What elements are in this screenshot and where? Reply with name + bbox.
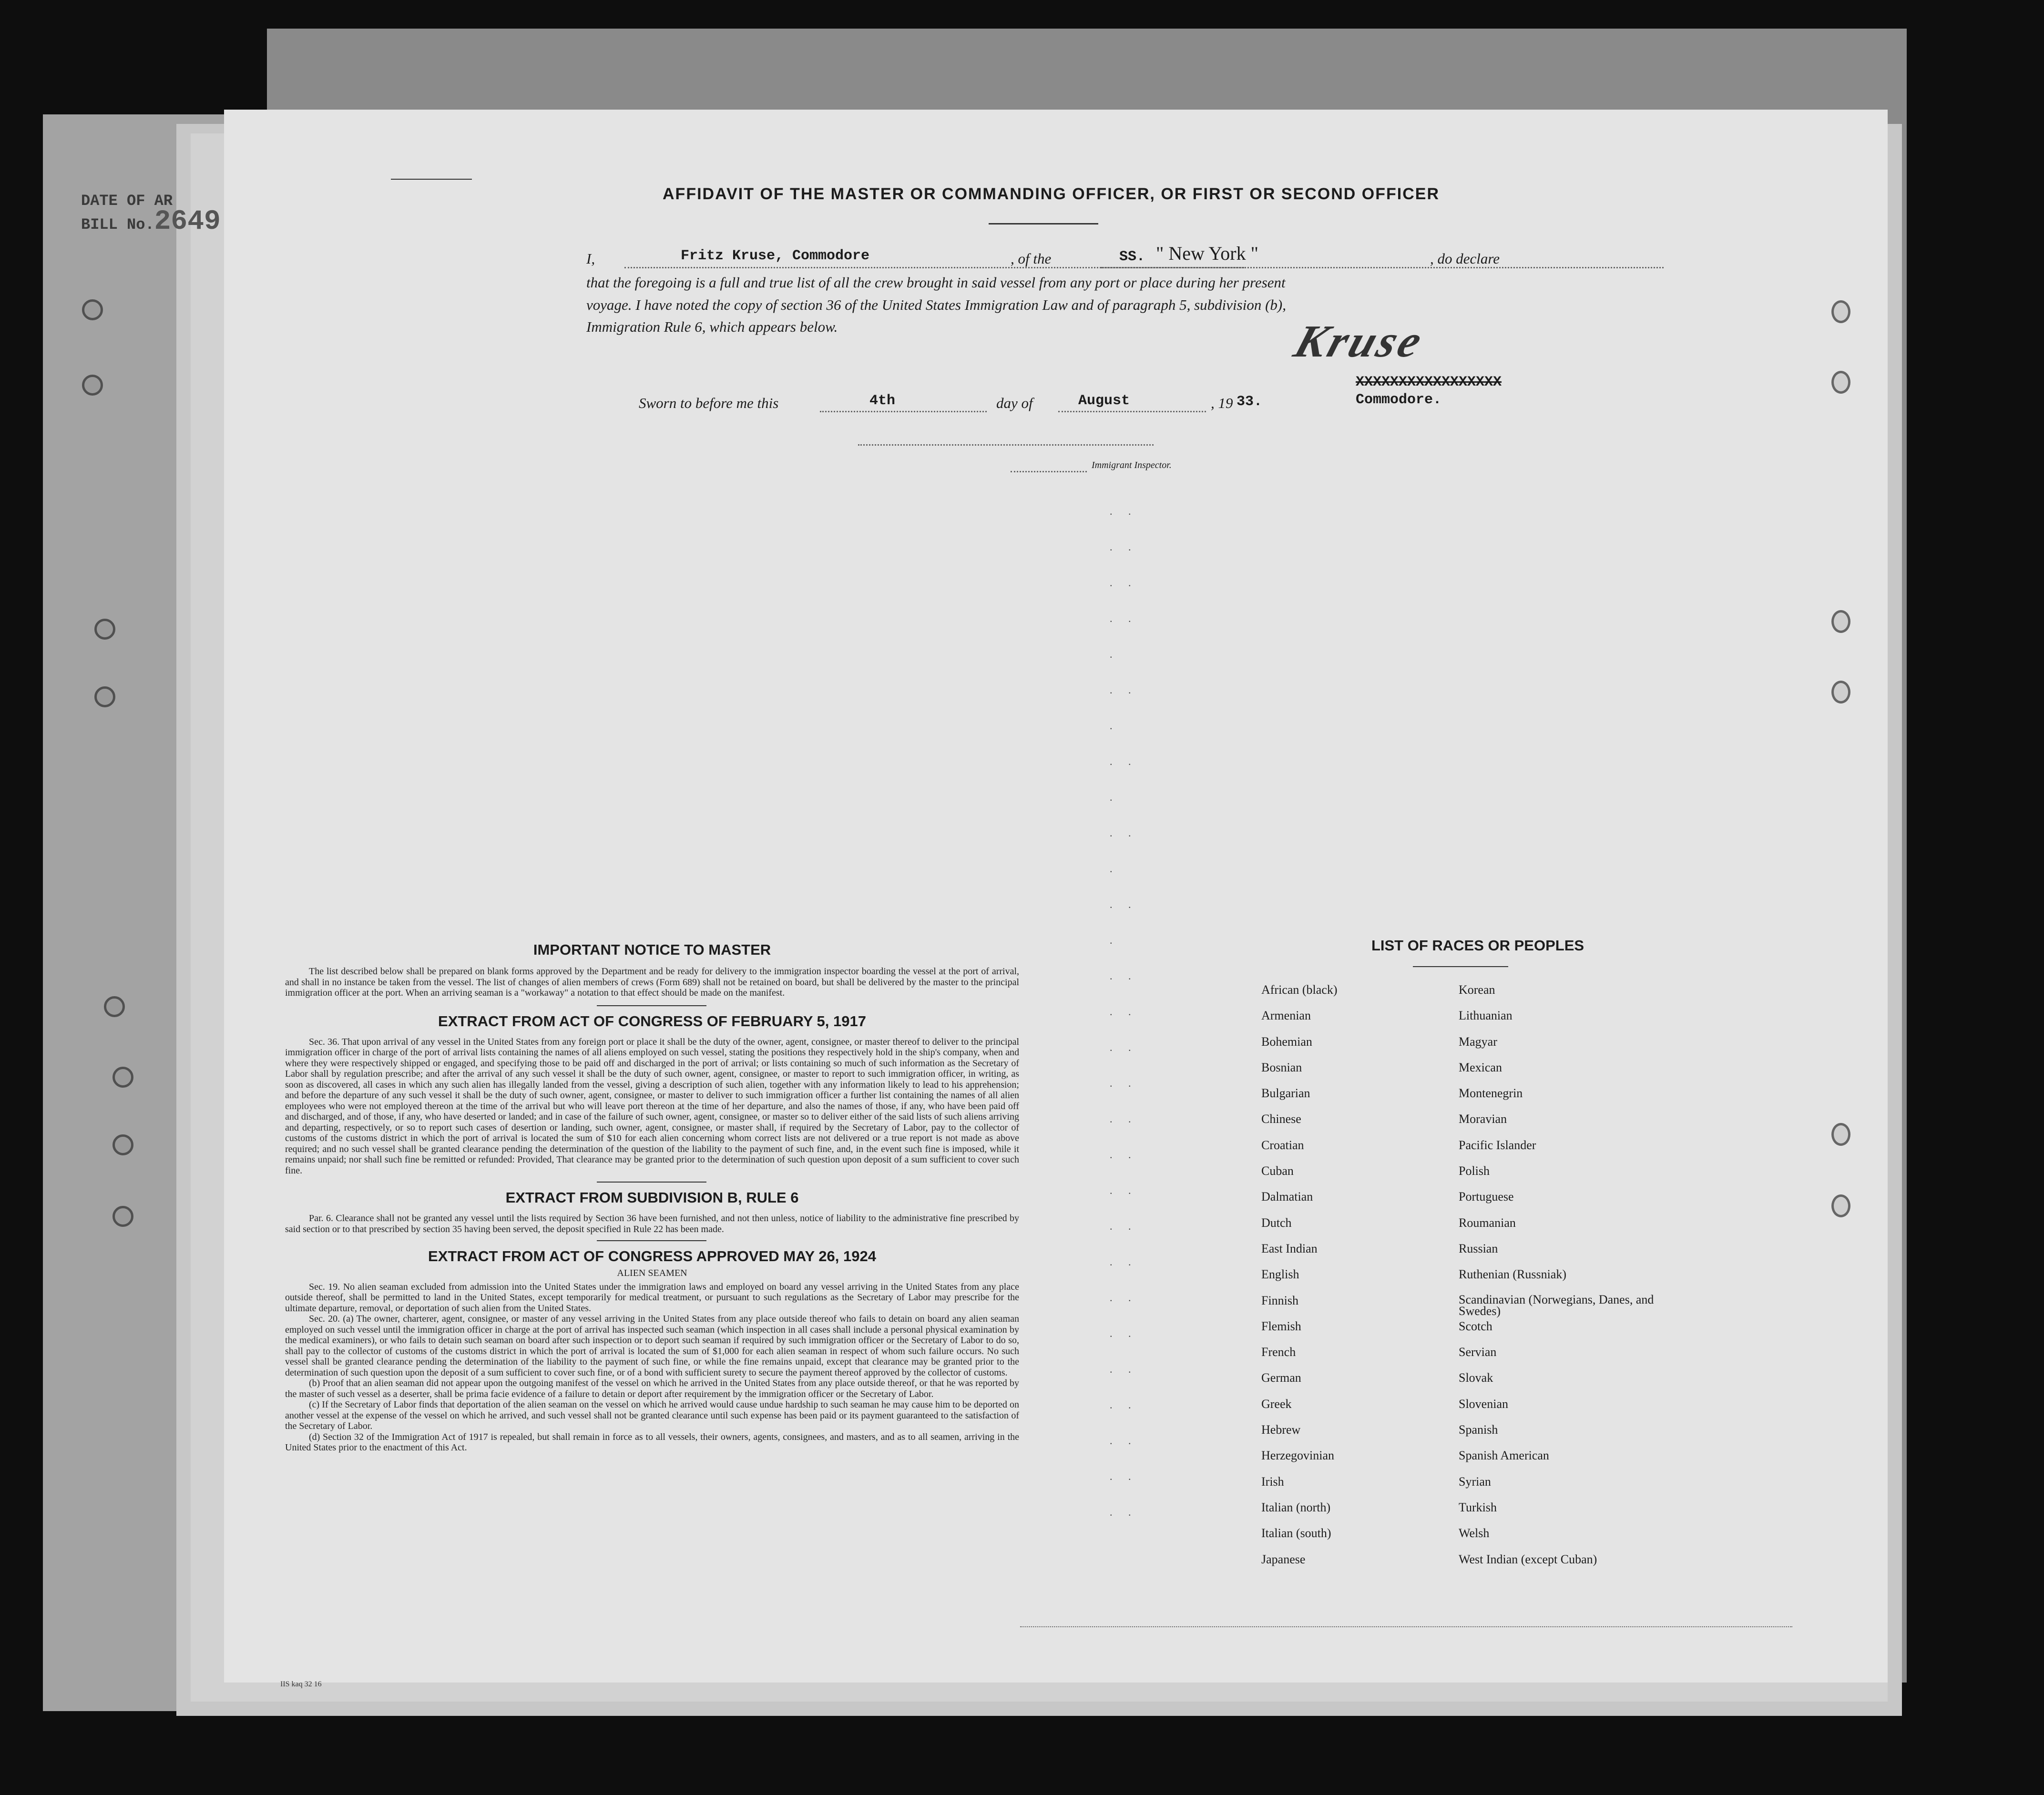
race-item: Flemish: [1261, 1319, 1301, 1333]
binder-ring-icon: [104, 996, 125, 1017]
dot-marks: . .: [1110, 505, 1138, 517]
race-item: Korean: [1459, 983, 1495, 997]
day-blank-line: [820, 410, 987, 412]
section-rule: [597, 1005, 706, 1006]
dot-marks: . .: [1110, 541, 1138, 553]
dot-marks: .: [1110, 934, 1119, 946]
race-item: Armenian: [1261, 1009, 1311, 1023]
dot-marks: . .: [1110, 1006, 1138, 1018]
sworn-day: 4th: [869, 393, 896, 409]
race-item: Herzegovinian: [1261, 1448, 1335, 1463]
punch-hole-icon: [1831, 371, 1850, 394]
binder-ring-icon: [82, 299, 103, 320]
dot-marks: . .: [1110, 970, 1138, 982]
signature-title: Commodore.: [1356, 392, 1442, 408]
dot-marks: . .: [1110, 1399, 1138, 1411]
race-item: West Indian (except Cuban): [1459, 1552, 1597, 1566]
race-item: Cuban: [1261, 1164, 1294, 1178]
races-title: LIST OF RACES OR PEOPLES: [1371, 937, 1584, 954]
dot-marks: . .: [1110, 827, 1138, 839]
title-underline: [989, 223, 1098, 224]
race-item: Croatian: [1261, 1138, 1304, 1152]
race-item: East Indian: [1261, 1241, 1318, 1255]
extract-rule6-body: [285, 1213, 1019, 1234]
dot-marks: . .: [1110, 1220, 1138, 1232]
ledger-stub-line2: BILL No.: [81, 216, 154, 234]
ledger-stub-number: 2649: [154, 206, 221, 237]
month-blank-line: [1058, 410, 1206, 412]
extract-1924-body: [285, 1282, 1019, 1453]
section-rule: [597, 1182, 706, 1183]
punch-hole-icon: [1831, 681, 1850, 704]
affidavit-text-line2: that the foregoing is a full and true list of all the crew brought in said vessel from any port or place during her present: [586, 274, 1286, 291]
master-name: Fritz Kruse, Commodore: [681, 248, 870, 264]
extract-1924-paragraph: Sec. 20. (a) The owner, charterer, agent, consignee, or master of any vessel arriving in the United States from any place outside thereof who fails to detain on board any alien seaman employed on such vessel until the immigration officer in charge at the port of arrival has inspected such seaman (which inspection in all cases shall include a personal physical examination by the medical examiners), or who fails to detain such seaman on board after such inspection or to deport such seaman if required by such immigration officer or the Secretary of Labor to do so, shall pay to the collector of customs of the customs district in which the port of arrival is located the sum of $1,000 for each alien seaman in respect of whom such failure occurs. No such vessel shall be granted clearance pending the determination of the liability to the payment of such fine, or while the fine remains unpaid, except that clearance may be granted prior to the determination of such question upon the deposit of a sum sufficient to cover such fine, or of a bond with sufficient surety to secure the payment thereof approved by the collector of customs.: [285, 1314, 1019, 1378]
inspector-signature-line: [858, 443, 1154, 446]
race-item: Finnish: [1261, 1293, 1299, 1307]
dot-marks: . .: [1110, 1256, 1138, 1268]
race-item: Turkish: [1459, 1500, 1497, 1514]
dot-marks: . .: [1110, 684, 1138, 696]
ledger-stub-line1: DATE OF AR: [81, 192, 173, 210]
extract-rule6-title: EXTRACT FROM SUBDIVISION B, RULE 6: [505, 1189, 799, 1206]
year-prefix: , 19: [1211, 395, 1233, 411]
race-item: Italian (south): [1261, 1526, 1331, 1540]
race-item: Montenegrin: [1459, 1086, 1523, 1101]
notice-paragraph: The list described below shall be prepared on blank forms approved by the Department and be ready for delivery to the immigration inspector boarding the vessel at the port of arrival, and shall in no instance be taken from the vessel. The list of changes of alien members of crews (Form 689) shall not be retained on board, but shall be delivered by the master to the principal immigration officer at the port. When an arriving seaman is a "workaway" a notation to that effect should be made on the manifest.: [285, 966, 1019, 998]
affidavit-text-line3: voyage. I have noted the copy of section 36 of the United States Immigration Law and of paragraph 5, subdivision (b),: [586, 296, 1286, 313]
notice-title: IMPORTANT NOTICE TO MASTER: [533, 941, 771, 958]
race-item: Dutch: [1261, 1215, 1292, 1230]
sworn-month: August: [1078, 393, 1130, 409]
declare-label: , do declare: [1430, 250, 1500, 267]
dot-marks: . .: [1110, 1327, 1138, 1339]
race-item: Russian: [1459, 1241, 1498, 1255]
races-column-2: [1459, 983, 1659, 1579]
notice-body: [285, 966, 1019, 999]
race-item: Polish: [1459, 1164, 1490, 1178]
dot-marks: . .: [1110, 612, 1138, 624]
race-item: Slovak: [1459, 1371, 1493, 1385]
form-code: IIS kaq 32 16: [280, 1680, 322, 1688]
dotted-divider-line: [1020, 1625, 1792, 1627]
race-item: Servian: [1459, 1345, 1497, 1359]
binder-ring-icon: [112, 1206, 133, 1227]
race-item: African (black): [1261, 983, 1338, 997]
dot-marks: . .: [1110, 1184, 1138, 1196]
dot-marks: .: [1110, 791, 1119, 803]
dot-marks: . .: [1110, 898, 1138, 910]
race-item: Moravian: [1459, 1112, 1507, 1126]
race-item: Slovenian: [1459, 1397, 1508, 1411]
dot-marks: . .: [1110, 1435, 1138, 1447]
race-item: Spanish American: [1459, 1448, 1549, 1463]
race-item: Scandinavian (Norwegians, Danes, and Swedes): [1459, 1292, 1654, 1318]
race-item: Syrian: [1459, 1474, 1491, 1489]
extract-1924-title: EXTRACT FROM ACT OF CONGRESS APPROVED MAY 26, 1924: [428, 1248, 876, 1265]
affidavit-i-label: I,: [586, 250, 595, 267]
dot-marks: . .: [1110, 1363, 1138, 1375]
dot-marks: . .: [1110, 1113, 1138, 1125]
punch-hole-icon: [1831, 300, 1850, 323]
race-item: Bohemian: [1261, 1034, 1312, 1049]
inspector-label: Immigrant Inspector.: [1092, 460, 1172, 470]
of-the-label: , of the: [1011, 250, 1052, 267]
vessel-prefix: SS.: [1119, 249, 1145, 265]
race-item: Japanese: [1261, 1552, 1306, 1566]
race-item: Mexican: [1459, 1060, 1502, 1074]
race-item: Lithuanian: [1459, 1009, 1513, 1023]
dot-marks: . .: [1110, 1041, 1138, 1053]
race-item: Chinese: [1261, 1112, 1301, 1126]
races-column-1: [1261, 983, 1338, 1579]
extract-1924-paragraph: (c) If the Secretary of Labor finds that deportation of the alien seaman on the vessel on which he arrived would cause undue hardship to such seaman he may cause him to be deported on another vessel at the expense of the vessel on which he arrived, and such vessel shall not be granted clearance until such expense has been paid or its payment guaranteed to the satisfaction of the Secretary of Labor.: [285, 1399, 1019, 1431]
race-item: French: [1261, 1345, 1296, 1359]
sworn-label: Sworn to before me this: [639, 395, 779, 411]
binder-ring-icon: [82, 375, 103, 396]
binder-ring-icon: [112, 1134, 133, 1155]
punch-hole-icon: [1831, 1123, 1850, 1146]
commodore-signature: Kruse: [1288, 316, 1431, 367]
dot-marks: . .: [1110, 1077, 1138, 1089]
section-rule: [597, 1240, 706, 1241]
extract-1917-title: EXTRACT FROM ACT OF CONGRESS OF FEBRUARY 5, 1917: [438, 1012, 866, 1030]
dot-marks: .: [1110, 720, 1119, 732]
race-item: German: [1261, 1371, 1301, 1385]
corner-mark: [391, 179, 472, 180]
race-item: Scotch: [1459, 1319, 1492, 1333]
dot-marks: .: [1110, 863, 1119, 875]
dot-marks: . .: [1110, 577, 1138, 589]
race-item: Italian (north): [1261, 1500, 1331, 1514]
dot-marks: . .: [1110, 1470, 1138, 1482]
manifest-page: [224, 110, 1888, 1688]
extract-1924-paragraph: (d) Section 32 of the Immigration Act of 1917 is repealed, but shall remain in force as to all vessels, their owners, agents, consignees, and masters, and as to all seamen, arriving in the United States prior to the enactment of this Act.: [285, 1431, 1019, 1453]
race-item: Portuguese: [1459, 1190, 1514, 1204]
day-of-label: day of: [996, 395, 1033, 411]
extract-1924-paragraph: (b) Proof that an alien seaman did not appear upon the outgoing manifest of the vessel on which he arrived in the United States from any place outside thereof, or that he was reported by the master of such vessel as a deserter, shall be prima facie evidence of a failure to detain or deport after requirement by the immigration officer or the Secretary of Labor.: [285, 1378, 1019, 1399]
extract-1924-subtitle: ALIEN SEAMEN: [617, 1268, 687, 1278]
vessel-name: " New York ": [1156, 243, 1258, 264]
struck-title: XXXXXXXXXXXXXXXXX: [1356, 374, 1502, 390]
race-item: Pacific Islander: [1459, 1138, 1536, 1152]
affidavit-title: AFFIDAVIT OF THE MASTER OR COMMANDING OFFICER, OR FIRST OR SECOND OFFICER: [663, 185, 1440, 203]
race-item: Spanish: [1459, 1423, 1498, 1437]
race-item: Ruthenian (Russniak): [1459, 1267, 1567, 1282]
race-item: Hebrew: [1261, 1423, 1301, 1437]
extract-1917-paragraph: Sec. 36. That upon arrival of any vessel in the United States from any foreign port or place it shall be the duty of the owner, agent, consignee, or master thereof to deliver to the principal immigration officer in charge of the port of arrival lists containing the names of all aliens employed on such vessel, stating the positions they respectively hold in the ship's company, when and where they were respectively shipped or engaged, and specifying those to be paid off and discharged in the port of arrival; or lists containing so much of such information as the Secretary of Labor shall by regulation prescribe; and after the arrival of any such vessel it shall be the duty of such owner, agent, consignee, or master to report to such immigration officer, in writing, as soon as discovered, all cases in which any such alien has illegally landed from the vessel, giving a description of such alien, together with any information likely to lead to his apprehension; and before the departure of any such vessel it shall be the duty of such owner, agent, consignee, or master to deliver to such immigration officer a further list containing the names of all alien employees who were not employed thereon at the time of the arrival but who will leave port thereon at the time of her departure, and also the names of those, if any, who have been paid off and discharged, and of those, if any, who have deserted or landed; and in case of the failure of such owner, agent, consignee, or master so to deliver either of the said lists of such aliens arriving and departing, respectively, or so to report such cases of desertion or landing, such owner, agent, consignee, or master shall, if required by the Secretary of Labor, pay to the collector of customs of the customs district in which the port of arrival is located the sum of $10 for each alien concerning whom correct lists are not delivered or a true report is not made as above required; and no such vessel shall be granted clearance pending the determination of the question of the liability to the payment of such fine, and, in the event such fine is imposed, while it remains unpaid; nor shall such fine be remitted or refunded: Provided, That clearance may be granted prior to the determination of such question upon deposit of a sum sufficient to cover such fine.: [285, 1036, 1019, 1176]
dot-marks: . .: [1110, 1506, 1138, 1518]
race-item: Bulgarian: [1261, 1086, 1310, 1101]
dot-marks: .: [1110, 648, 1119, 660]
race-item: English: [1261, 1267, 1299, 1282]
binder-ring-icon: [94, 619, 115, 640]
inspector-name-line: [1011, 470, 1087, 472]
dot-marks: . .: [1110, 1292, 1138, 1304]
extract-rule6-paragraph: Par. 6. Clearance shall not be granted any vessel until the lists required by Section 36 have been furnished, and not then unless, notice of liability to the administrative fine prescribed by said section or to that prescribed by section 35 having been served, the deposit specified in Rule 22 has been made.: [285, 1213, 1019, 1234]
race-item: Welsh: [1459, 1526, 1490, 1540]
dot-marks: . .: [1110, 755, 1138, 767]
race-item: Dalmatian: [1261, 1190, 1313, 1204]
extract-1924-paragraph: Sec. 19. No alien seaman excluded from admission into the United States under the immigration laws and employed on board any vessel arriving in the United States from any place outside thereof, shall be permitted to land in the United States, except temporarily for medical treatment, or pursuant to such regulations as the Secretary of Labor may prescribe for the ultimate departure, removal, or deportation of such alien from the United States.: [285, 1281, 1019, 1314]
race-item: Magyar: [1459, 1034, 1497, 1049]
race-item: Bosnian: [1261, 1060, 1302, 1074]
extract-1917-body: [285, 1037, 1019, 1176]
race-item: Irish: [1261, 1474, 1284, 1489]
year-suffix: 33.: [1237, 394, 1263, 410]
binder-ring-icon: [112, 1067, 133, 1088]
vessel-blank-line: [1101, 266, 1664, 268]
dot-marks: . .: [1110, 1149, 1138, 1161]
notice-section: [285, 941, 1019, 1453]
race-item: Greek: [1261, 1397, 1292, 1411]
affidavit-text-line4: Immigration Rule 6, which appears below.: [586, 318, 838, 335]
binder-ring-icon: [94, 686, 115, 707]
races-title-underline: [1413, 966, 1508, 967]
punch-hole-icon: [1831, 610, 1850, 633]
race-item: Roumanian: [1459, 1215, 1516, 1230]
punch-hole-icon: [1831, 1194, 1850, 1217]
